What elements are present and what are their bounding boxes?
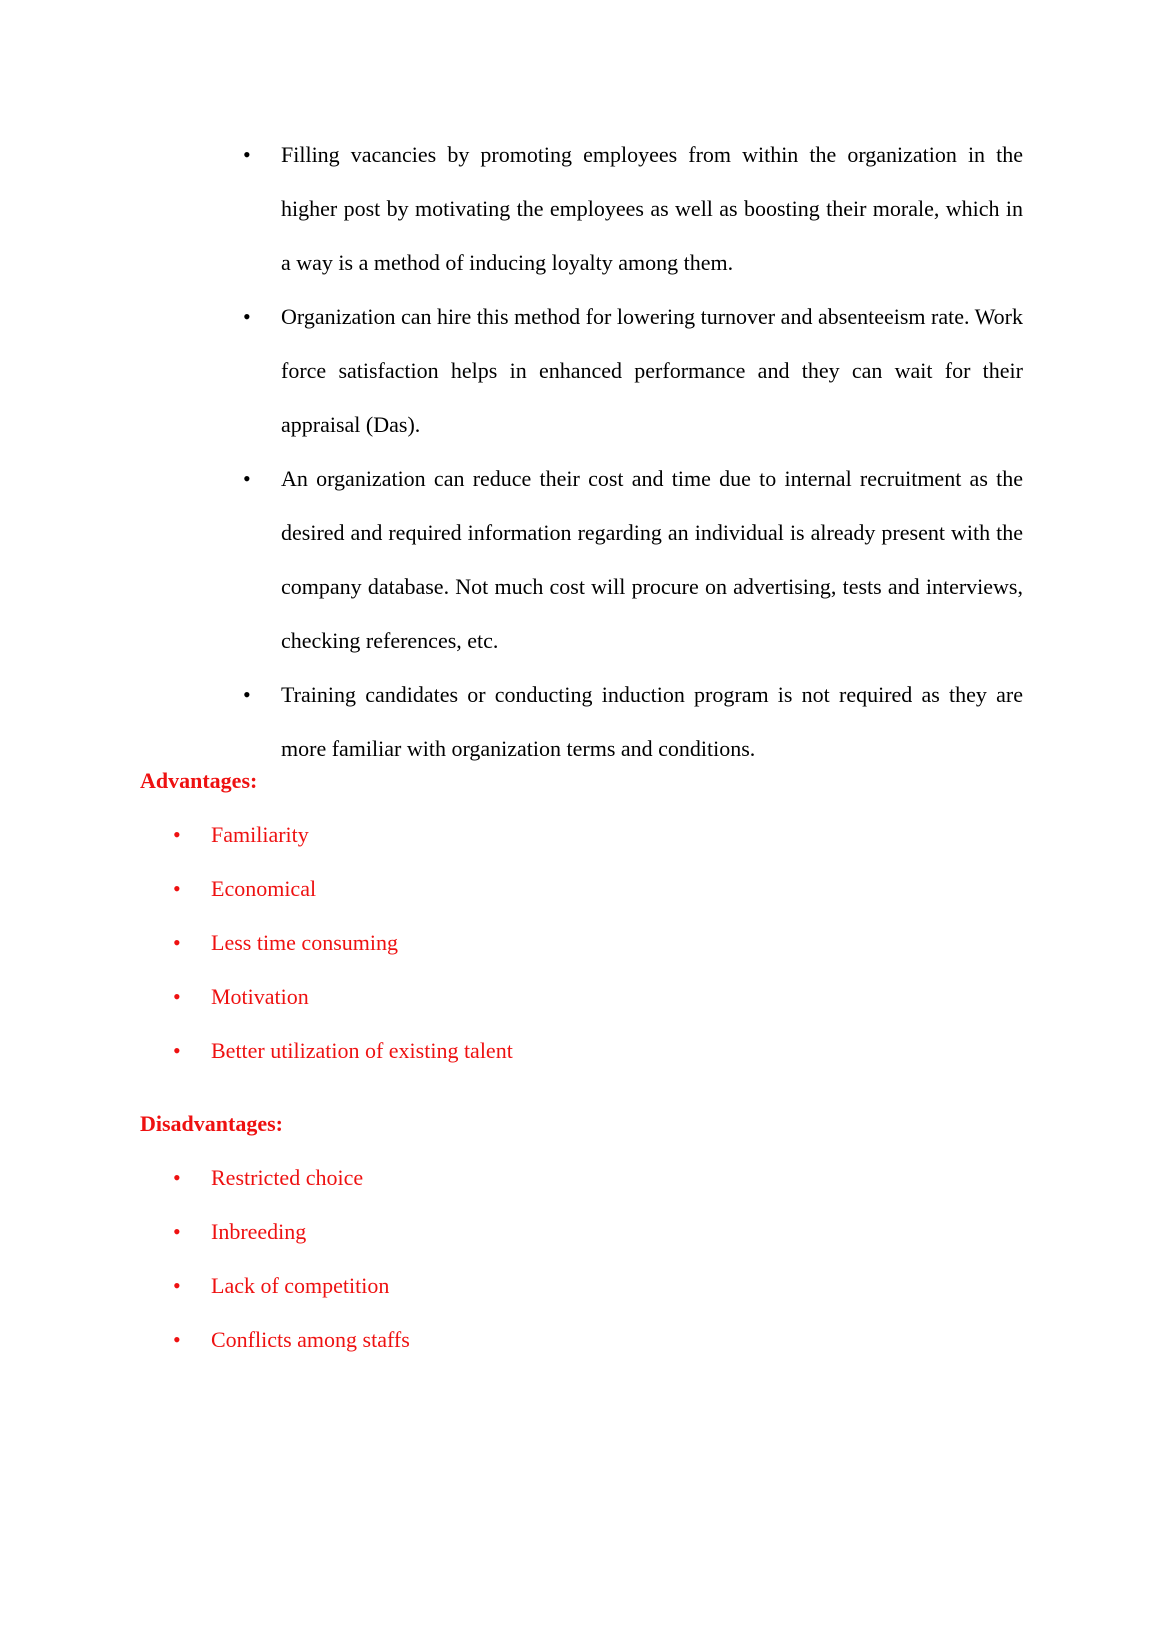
bullet-icon: • xyxy=(173,1165,181,1190)
list-item xyxy=(140,916,940,970)
list-item-text: Organization can hire this method for lowering turnover and absenteeism rate. Work force satisfaction helps in enhanced performance and they can wait for their appraisal (Das). xyxy=(281,304,1023,437)
list-item-text: Restricted choice xyxy=(211,1165,364,1190)
bullet-icon: • xyxy=(173,984,181,1009)
bullet-icon: • xyxy=(173,1273,181,1298)
list-item-text: Training candidates or conducting induction program is not required as they are more familiar with organization terms and conditions. xyxy=(281,682,1023,761)
disadvantages-section xyxy=(140,1097,940,1367)
main-bullet-list xyxy=(243,128,1023,776)
list-item xyxy=(140,1259,940,1313)
list-item-text: Filling vacancies by promoting employees from within the organization in the higher post by motivating the employees as well as boosting their morale, which in a way is a method of inducing loyalty among them. xyxy=(281,142,1023,275)
bullet-icon: • xyxy=(173,1038,181,1063)
bullet-icon: • xyxy=(173,876,181,901)
bullet-icon: • xyxy=(243,142,251,167)
disadvantages-heading: Disadvantages: xyxy=(140,1111,284,1136)
bullet-icon: • xyxy=(243,466,251,491)
bullet-icon: • xyxy=(173,822,181,847)
list-item-text: An organization can reduce their cost and time due to internal recruitment as the desired and required information regarding an individual is already present with the company database. Not much cost will procure on advertising, tests and interviews, checking references, etc. xyxy=(281,466,1023,653)
list-item-text: Economical xyxy=(211,876,317,901)
list-item xyxy=(140,1024,940,1078)
list-item-text: Familiarity xyxy=(211,822,309,847)
list-item-text: Conflicts among staffs xyxy=(211,1327,410,1352)
list-item-text: Inbreeding xyxy=(211,1219,307,1244)
list-item xyxy=(140,1313,940,1367)
list-item-text: Less time consuming xyxy=(211,930,398,955)
list-item xyxy=(140,970,940,1024)
bullet-icon: • xyxy=(243,682,251,707)
advantages-heading: Advantages: xyxy=(140,768,258,793)
list-item xyxy=(243,290,1023,452)
list-item xyxy=(140,1151,940,1205)
bullet-icon: • xyxy=(173,1219,181,1244)
list-item-text: Better utilization of existing talent xyxy=(211,1038,513,1063)
list-item xyxy=(140,808,940,862)
list-item xyxy=(243,452,1023,668)
bullet-icon: • xyxy=(173,1327,181,1352)
list-item xyxy=(140,862,940,916)
list-item-text: Lack of competition xyxy=(211,1273,390,1298)
bullet-icon: • xyxy=(243,304,251,329)
list-item xyxy=(140,1205,940,1259)
list-item xyxy=(243,128,1023,290)
advantages-section xyxy=(140,754,940,1078)
advantages-list xyxy=(140,808,940,1078)
disadvantages-list xyxy=(140,1151,940,1367)
list-item-text: Motivation xyxy=(211,984,309,1009)
bullet-icon: • xyxy=(173,930,181,955)
